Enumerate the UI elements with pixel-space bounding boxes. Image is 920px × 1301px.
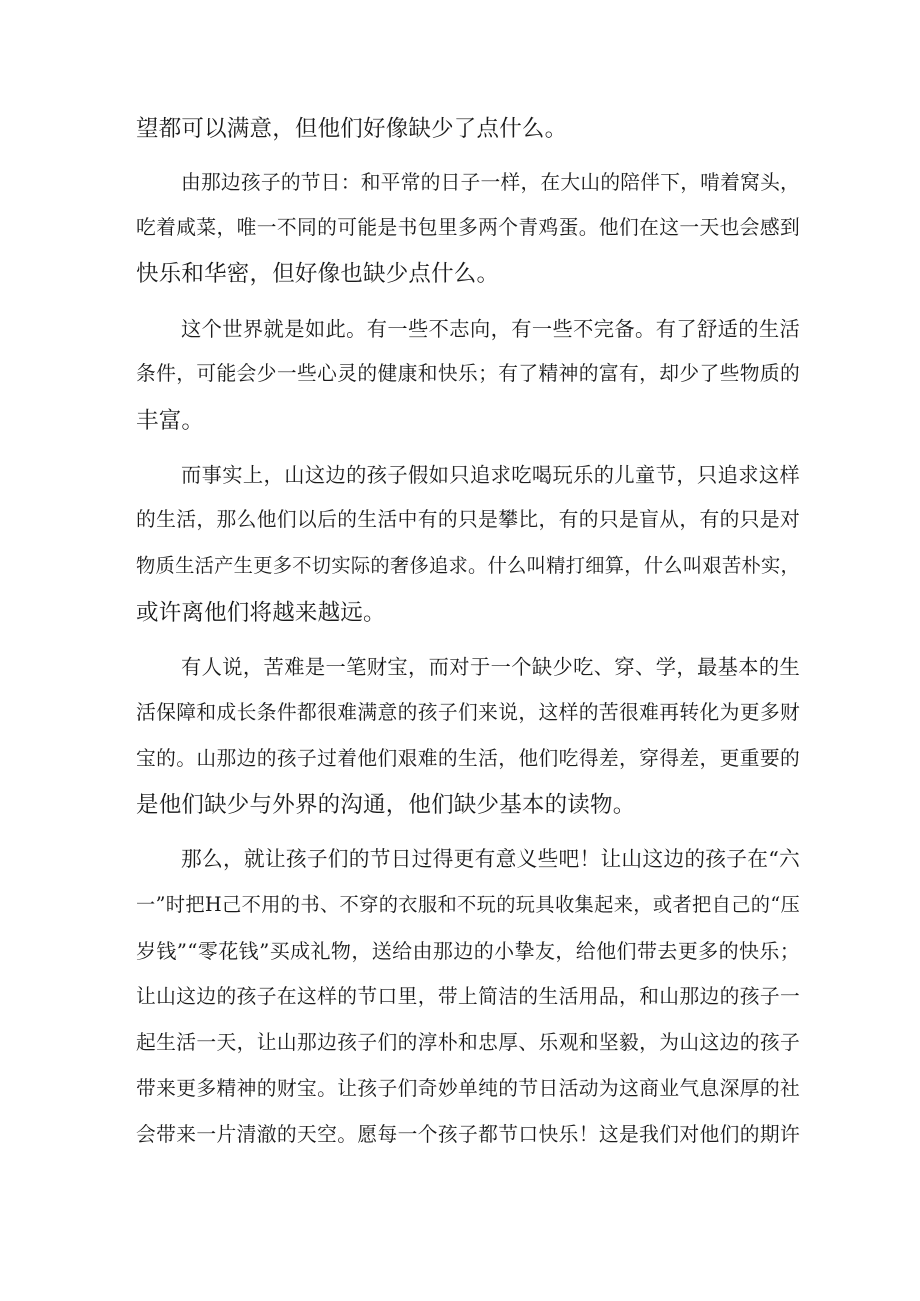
paragraph-4-line-3: 是他们缺少与外界的沟通，他们缺少基本的读物。 [136, 792, 636, 818]
paragraph-4-line-1: 活保障和成长条件都很难满意的孩子们来说，这样的苦很难再转化为更多财 [136, 701, 800, 724]
paragraph-2-line-1: 条件，可能会少一些心灵的健康和快乐；有了精神的富有，却少了些物质的 [136, 362, 800, 385]
paragraph-2-line-2: 丰富。 [136, 408, 205, 434]
paragraph-5-line-1: 一”时把H己不用的书、不穿的衣服和不玩的玩具收集起来，或者把自己的“压 [136, 893, 800, 916]
paragraph-4-line-0: 有人说，苦难是一笔财宝，而对于一个缺少吃、穿、学，最基本的生 [181, 655, 800, 679]
paragraph-3-line-3: 或许离他们将越来越远。 [136, 600, 386, 626]
paragraph-0-line-0: 望都可以满意，但他们好像缺少了点什么。 [136, 116, 568, 142]
paragraph-4-line-2: 宝的。山那边的孩子过着他们艰难的生活，他们吃得差，穿得差，更重要的 [136, 747, 800, 770]
paragraph-1-line-0: 由那边孩子的节日：和平常的日子一样，在大山的陪伴下，啃着窝头， [181, 171, 800, 194]
paragraph-5-line-4: 起生活一天，让山那边孩子们的淳朴和忠厚、乐观和坚毅，为山这边的孩子 [136, 1031, 800, 1054]
paragraph-1-line-2: 快乐和华密，但好像也缺少点什么。 [136, 261, 500, 287]
paragraph-3-line-0: 而事实上，山这边的孩子假如只追求吃喝玩乐的儿童节，只追求这样 [181, 463, 800, 487]
paragraph-5-line-2: 岁钱”“零花钱”买成礼物，送给由那边的小挚友，给他们带去更多的快乐； [136, 939, 800, 963]
paragraph-2-line-0: 这个世界就是如此。有一些不志向，有一些不完备。有了舒适的生活 [181, 317, 800, 341]
paragraph-3-line-2: 物质生活产生更多不切实际的奢侈追求。什么叫精打细算，什么叫艰苦朴实， [136, 554, 800, 577]
paragraph-1-line-1: 吃着咸菜，唯一不同的可能是书包里多两个青鸡蛋。他们在这一天也会感到 [136, 216, 800, 239]
paragraph-3-line-1: 的生活，那么他们以后的生活中有的只是攀比，有的只是盲从，有的只是对 [136, 508, 800, 531]
paragraph-5-line-5: 带来更多精神的财宝。让孩子们奇妙单纯的节日活动为这商业气息深厚的社 [136, 1077, 800, 1100]
paragraph-5-line-6: 会带来一片清澈的天空。愿每一个孩子都节口快乐！这是我们对他们的期许 [136, 1123, 800, 1146]
paragraph-5-line-0: 那么，就让孩子们的节日过得更有意义些吧！让山这边的孩子在“六 [181, 847, 800, 871]
paragraph-5-line-3: 让山这边的孩子在这样的节口里，带上简洁的生活用品，和山那边的孩子一 [136, 985, 800, 1008]
